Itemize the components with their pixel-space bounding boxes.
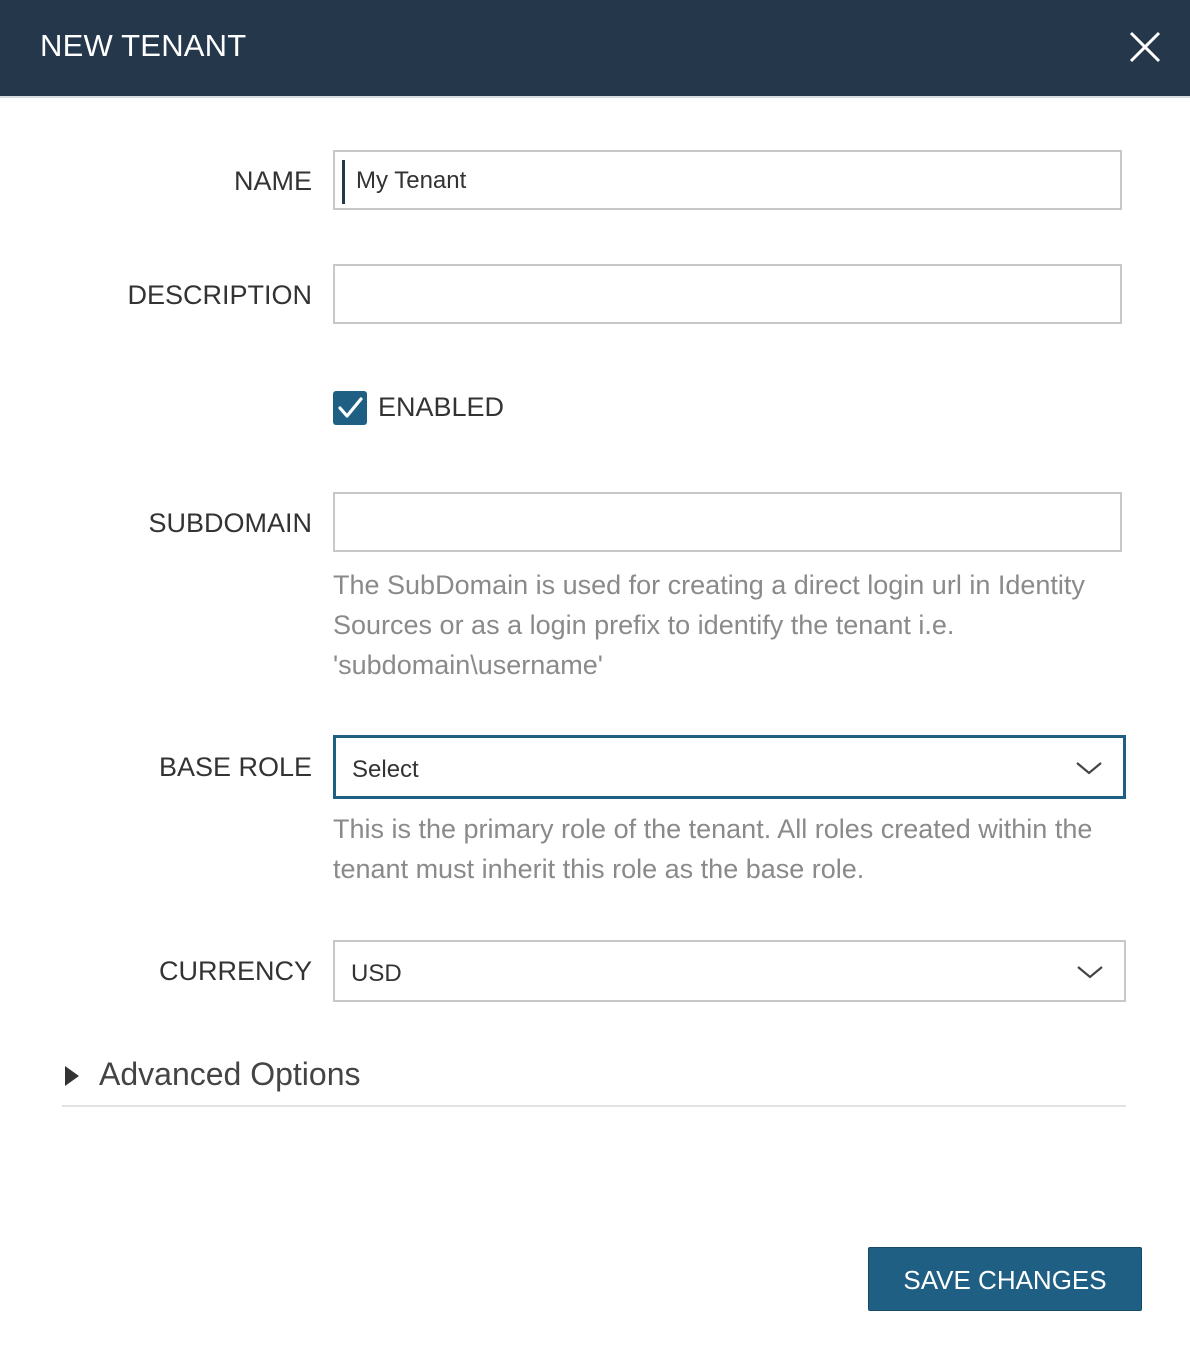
text-cursor — [342, 160, 345, 204]
subdomain-input[interactable] — [333, 492, 1122, 552]
base-role-label: BASE ROLE — [158, 752, 312, 782]
subdomain-label: SUBDOMAIN — [148, 508, 312, 538]
enabled-label: ENABLED — [378, 392, 505, 422]
caret-right-icon — [65, 1066, 79, 1086]
base-role-select[interactable] — [333, 735, 1126, 799]
advanced-options-label: Advanced Options — [99, 1056, 361, 1092]
description-label: DESCRIPTION — [127, 280, 312, 310]
chevron-down-icon — [1075, 758, 1103, 778]
base-role-help-text: This is the primary role of the tenant. All roles created within the tenant must inherit this role as the base role. — [333, 814, 1093, 884]
close-icon — [1120, 22, 1170, 72]
description-input[interactable] — [333, 264, 1122, 324]
dialog-title: NEW TENANT — [40, 28, 247, 63]
close-button[interactable] — [1120, 22, 1170, 72]
dialog-header — [0, 0, 1190, 98]
checkmark-icon — [333, 391, 367, 425]
subdomain-help-text: The SubDomain is used for creating a direct login url in Identity Sources or as a login prefix to identify the tenant i.e. 'subdomain\username' — [333, 570, 1085, 680]
name-input-value: My Tenant — [356, 167, 467, 194]
enabled-checkbox[interactable] — [333, 391, 367, 425]
name-input[interactable] — [333, 150, 1122, 210]
currency-selected-value: USD — [351, 960, 402, 987]
chevron-down-icon — [1076, 962, 1104, 982]
base-role-selected-value: Select — [352, 756, 419, 783]
name-label: NAME — [233, 166, 312, 196]
divider — [62, 1105, 1126, 1107]
currency-select[interactable] — [333, 940, 1126, 1002]
currency-label: CURRENCY — [158, 956, 312, 986]
save-changes-button[interactable]: SAVE CHANGES — [868, 1247, 1142, 1311]
